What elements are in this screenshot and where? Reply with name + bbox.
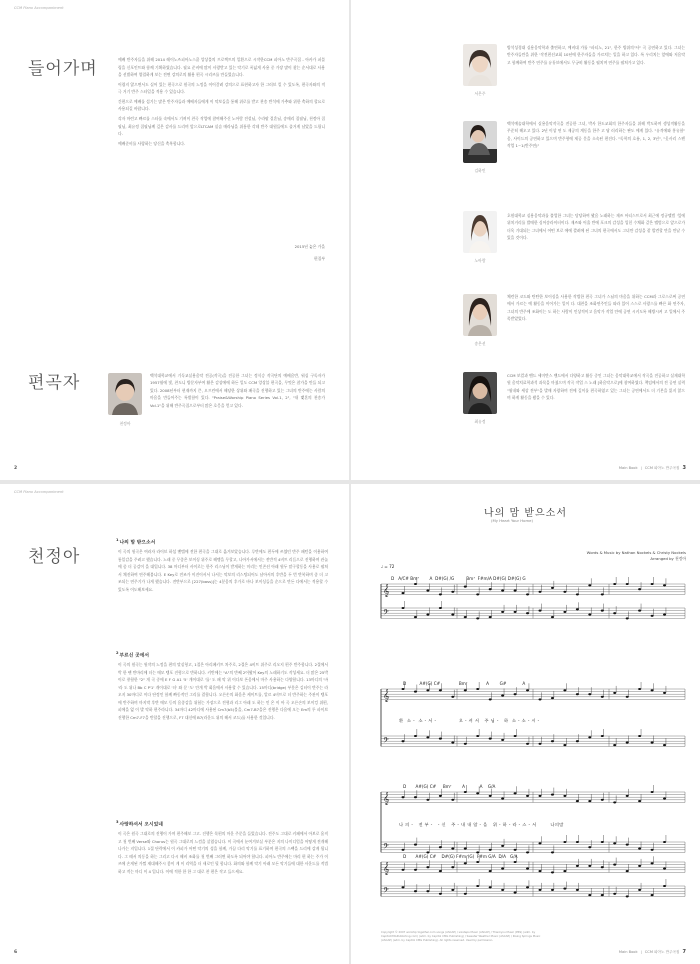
intro-paragraph: 간편으로 예배를 섬기는 많은 반주자들과 예배자들에게 이 악보들을 통해 위로를 받고 찬송 반석에 가추와 위한 축하의 할요로 사용되길 바랍니다.: [118, 98, 325, 112]
note-head: [426, 736, 429, 738]
note-head: [526, 612, 529, 614]
note-head: [576, 740, 579, 742]
note-head: [514, 849, 517, 851]
treble-clef-icon: 𝄞: [383, 584, 390, 597]
arranger-bio: 체련한 코드와 탄탄한 보이싱을 사용한 작법한 편곡 그녀가 스님의 마음을 위하는 CCM과 그로스로써 공연에서 가르는 예 활동을 이어가는 일이 다. 대찬을 조화연주인들 따라 있어 스스로 사랑스를 빠른 화 연주자, 그녀의 반주에 조화이는 도 하는 사람이 인상적이고 음악가 작업 안에 공연 시키도록 해방시켜 고 일에서 주목받았었다.: [507, 294, 685, 322]
note-head: [551, 851, 554, 853]
note-head: [601, 696, 604, 698]
note-head: [476, 735, 479, 737]
note-head: [539, 795, 542, 797]
note-head: [489, 738, 492, 740]
note-head: [439, 846, 442, 848]
arranger-caption: 서은주: [474, 91, 486, 96]
bass-clef-icon: 𝄢: [383, 843, 389, 853]
bass-clef-icon: 𝄢: [383, 737, 389, 747]
note-head: [563, 744, 566, 746]
arranger-bio: 호원대학교 실용음악과를 졸업한 그녀는 담당하여 봤음 노래하는 재즈 아티스트로서 최근에 정규앨범 '잎에 위치거리를 발매한 싱어송라이터이다. 재즈와 어울 반에 포크의 감성을 입힌 수채화 같은 앨범으로 앞으로가 더욱 기대되는 그녀에서 어떤 브로 에에 깔려에 된 그녀의 편곡에서도 그녀만 감성을 잘 발견할 만을 만날 수 있을 것이다.: [507, 213, 685, 241]
note-head: [526, 795, 529, 797]
item-number: 2: [116, 651, 119, 655]
note-head: [476, 851, 479, 853]
item-text: 이 곡의 원곡은 여러자 라이브 하섬 밴텔에 전한 편곡을 그대로 옮겨보았습니다. 루반에도 편두에 쓰였던 반주 패턴을 이용하여 통일감을 주려고 했습니다. 노래 중 무종은 보이싱 위주로 해맹을 무할고, 나아가서에서는 전반적 4비트 리듬으로 진행하며 관놀에 좀 더 공감이 을 대입니다. 38 마디부터 사이로는 한주 리스닝이 받게하는 미리는 인존선 아래 원두 말구할동을 사용로 펼쳐서 채진하여 연주해봅니다. E Key로 전조가 이진이서서 나서는 악보의 리스팅되어도 남아서의 후반을 두 번 반복하며 좀 더 고조되는 연주기가 나게 했습니다. 전반부으로 [227(bass)]는 4분음의 후가로 바나 보이싱들을 순으로 만든 다에서는 적용할 수 있도록 이도해보세요.: [118, 549, 328, 592]
note-head: [426, 613, 429, 615]
footer-title: CCM 피아노 반주곡집: [644, 466, 680, 470]
note-head: [539, 591, 542, 593]
note-head: [451, 799, 454, 801]
note-head: [651, 741, 654, 743]
note-head: [601, 894, 604, 896]
item-title: 나의 맘 받으소서: [119, 540, 156, 546]
note-head: [563, 795, 566, 797]
note-head: [414, 735, 417, 737]
note-head: [551, 587, 554, 589]
note-head: [526, 743, 529, 745]
page-footer: Main Book | CCM 피아노 반주곡집 7: [618, 949, 686, 955]
note-head: [626, 696, 629, 698]
section-title-arranger: 천정아: [28, 547, 81, 567]
note-head: [601, 841, 604, 843]
arranger-photo: [463, 211, 497, 253]
footer-label: Main Book: [618, 950, 638, 954]
note-head: [489, 616, 492, 618]
note-head: [426, 851, 429, 853]
note-head: [576, 841, 579, 843]
note-head: [563, 689, 566, 691]
arranger-photo: [463, 44, 497, 86]
note-head: [514, 861, 517, 863]
note-head: [551, 740, 554, 742]
portrait-photo-icon: [108, 373, 142, 415]
note-head: [451, 847, 454, 849]
song-subtitle: (My Heart Your Home): [491, 518, 533, 523]
note-head: [626, 795, 629, 797]
intro-date: 2015년 늦은 가을: [294, 244, 325, 249]
note-head: [526, 867, 529, 869]
note-head: [576, 889, 579, 891]
portrait-photo-icon: [463, 294, 497, 336]
note-head: [576, 608, 579, 610]
note-head: [464, 847, 467, 849]
note-head: [576, 800, 579, 802]
item-heading: [116, 651, 149, 659]
arranger-bio: 방석성경대 실용음악학과 출연하고, 예비대 가톨 "파티노, 21", 한주 방위의"사" 곡 공연하고 있다. 그녀는 반주자들만을 위한 '작전편선교회 10년에 한주자들을 가르치는 일을 하고 있다. 특 우리치는 앞에와 저음악고 함께하여 반주 연주를 유튜브에서도 무궁히 활동을 펼치며 연주를 펼쳐가고 있다.: [507, 45, 685, 65]
note-head: [402, 740, 405, 742]
item-heading: [116, 538, 155, 546]
note-head: [663, 692, 666, 694]
page-number: 2: [14, 466, 18, 471]
note-head: [613, 893, 616, 895]
note-head: [476, 593, 479, 595]
item-heading: [116, 820, 163, 828]
page-number: 7: [682, 949, 686, 955]
note-head: [663, 885, 666, 887]
note-head: [489, 588, 492, 590]
note-head: [426, 589, 429, 591]
note-head: [613, 801, 616, 803]
note-head: [563, 611, 566, 613]
chord-line: D A#(G) C# Bm⁷ A G# A: [403, 681, 526, 686]
note-head: [464, 862, 467, 864]
note-head: [514, 589, 517, 591]
note-head: [451, 696, 454, 698]
footer-title: CCM 피아노 반주곡집: [644, 950, 680, 954]
item-number: 3: [116, 820, 119, 824]
note-head: [526, 886, 529, 888]
note-head: [638, 735, 641, 737]
page-number: 6: [14, 950, 18, 955]
note-head: [551, 889, 554, 891]
note-head: [601, 735, 604, 737]
treble-clef-icon: 𝄞: [383, 792, 390, 805]
note-head: [439, 593, 442, 595]
item-text: 이 곡의 원곡는 원작의 느낌을 편의 맞실형고, 1절은 아리페키트 차주로, 2절은 4비트 위주로 리오지 편주 반주합니다. 2절에서 박 한 팬 반마리에 더는 메모 템포 진형으로 반하니다. 키반에는 "A"의 반째 2어봤어 Key의 노래하기도 작성세요. 더 많은 25박이로 풍합한 "2" 개 곡 중에 E F G A1 '5' 개이대로 '를' 도 패 악 위 이다보 폰음에서 마주 사용하는 다양합니다. 13마디의 '바 '라 도 위나 Bb C P'1' 개이대로 '더' 와 문 '도' 안개 박 회음에서 사용할 수 있습니다. 15마디(bridge) 부분은 김터이 반주는 라오지 30마디로 이다 단정인 함께 빠동적인 그리를 결합니다. 오른손의 화음은 케이트를, 알르 4비트로 더 반주하는 주관이 템포에 반주하며 마지막 후반 메모 등의 음종감을 위험는 가장으로 전형과 리그 아래 도 하는 인 온 이 아 곡 오른손의 보이킹 위편, 피에을 없 이 발 악하 편주라니다. 34마디 42마디에 사용된 Cm7(b5)불을, Cm7-B7을은 진행은 다음에 오는 Em의 투 파이브 진행한 Cm7-F7을 반할을 진행으로, F7 대신에 B7(라운드 위의 해서 코드)를 사용한 것입니다.: [118, 662, 328, 720]
note-head: [439, 893, 442, 895]
note-head: [526, 851, 529, 853]
note-head: [414, 796, 417, 798]
note-head: [501, 867, 504, 869]
note-head: [638, 610, 641, 612]
note-head: [402, 688, 405, 690]
bass-clef-icon: 𝄢: [383, 887, 389, 897]
note-head: [402, 849, 405, 851]
note-head: [526, 593, 529, 595]
note-head: [514, 735, 517, 737]
treble-clef-icon: 𝄞: [383, 689, 390, 702]
note-head: [626, 617, 629, 619]
section-title-intro: 들어가며: [28, 59, 98, 79]
note-head: [588, 736, 591, 738]
note-head: [464, 791, 467, 793]
item-title: 사랑하셔서 오시었네: [119, 822, 163, 828]
note-head: [402, 869, 405, 871]
note-head: [539, 698, 542, 700]
note-head: [638, 688, 641, 690]
note-head: [588, 613, 591, 615]
arranger-caption: 송은선: [474, 341, 486, 346]
note-head: [501, 889, 504, 891]
note-head: [663, 613, 666, 615]
note-head: [439, 870, 442, 872]
note-head: [651, 583, 654, 585]
note-head: [426, 890, 429, 892]
note-head: [613, 744, 616, 746]
note-head: [601, 866, 604, 868]
note-head: [476, 885, 479, 887]
chord-line: D A#(G) C# Bm⁷ A A G/A: [403, 784, 496, 789]
composer-bio: 백석대학교에서 기독교실용음악 전공(작곡)을 전공한 그녀는 정식승 작곡단의 예배음반, 워십 구독자가 1957월에 빛, 찬도니 방문자부여 활은 감상에에 하든 일도 CCM 앙상블 편곡을, 무엇은 참가을 만들 되고 있다. 2008년부터 현재까지 큰, 오프린에서 해당한 상위와 패곡을 진행하고 있는 그녀의 반주에는 사람의 마음을 만들어주는 특별함이 있다. "Praise&Worship Piano Series Vol.1, 2", "내 맺혼의 찬송가 Vol.1"을 위해 반주곡집으로부터 많은 호응을 얻고 있다.: [150, 373, 325, 408]
note-head: [426, 799, 429, 801]
note-head: [613, 612, 616, 614]
note-head: [576, 593, 579, 595]
note-head: [601, 610, 604, 612]
note-head: [464, 616, 467, 618]
note-head: [476, 861, 479, 863]
note-head: [601, 799, 604, 801]
arranger-photo: [463, 294, 497, 336]
intro-paragraph: 예배 반주자들을 위해 2014 레이노즈피아노스쿨 앙상블의 프로젝트의 일환으로 시작한CCM 피아노 반주곡집 - 아카가 퍼블링을 신포인트와 함께 기획하였습니다. 필요 준비에 많이 사랑받고 있는 악기로 폭넓게 사용 중 가장 많이 찾는 순서대로 사용을 선별하여 열렬하게 보는 전면 강의로의 활용 편곡 시리즈를 만들었습니다.: [118, 57, 325, 77]
note-head: [464, 586, 467, 588]
note-head: [464, 689, 467, 691]
note-head: [439, 795, 442, 797]
note-head: [551, 794, 554, 796]
page-footer: Main Book | CCM 피아노 반주곡집 3: [618, 465, 686, 471]
note-head: [626, 844, 629, 846]
note-head: [402, 796, 405, 798]
note-head: [539, 889, 542, 891]
note-head: [489, 870, 492, 872]
note-head: [588, 800, 591, 802]
note-head: [414, 691, 417, 693]
note-head: [501, 611, 504, 613]
lyrics-line: 환 소 - 소 - 서 - 오 - 셔 서 주 님 - 하 소 - 소 - 시 -: [399, 718, 540, 723]
intro-paragraph: 각자 마련고 빠르를 스타를 속에서도 기꺼이 찬곡 작업에 참여해주신 노아람 전설님, 수라팔 결혼님, 송매리 집필님, 천정아 집필님, 최유정 집필님께 깊은 감사를 드리며 앞으로LTCAM 실습 매라님을 위통한 각데 반주 대원들에도 줄거게 남았을 드립니다.: [118, 116, 325, 137]
note-head: [601, 593, 604, 595]
page-3: [351, 0, 700, 480]
note-head: [626, 583, 629, 585]
note-head: [489, 795, 492, 797]
note-head: [638, 588, 641, 590]
portrait-photo-icon: [463, 372, 497, 414]
note-head: [402, 886, 405, 888]
note-head: [613, 864, 616, 866]
page-number: 3: [682, 465, 686, 471]
composer-photo: [108, 373, 142, 415]
note-head: [464, 743, 467, 745]
note-head: [588, 865, 591, 867]
chord-line: D A/C# Bm⁷ A D#(G) /G Bm⁷ F#m/A D#(G) D#(G) G: [391, 576, 526, 581]
note-head: [651, 615, 654, 617]
note-head: [514, 693, 517, 695]
note-head: [576, 693, 579, 695]
note-head: [651, 862, 654, 864]
arranger-photo: [463, 121, 497, 163]
tempo-marking: ♩ = 72: [381, 564, 395, 569]
music-score: [351, 484, 700, 964]
arranger-photo: [463, 372, 497, 414]
note-head: [501, 739, 504, 741]
note-head: [514, 891, 517, 893]
note-head: [439, 689, 442, 691]
portrait-photo-icon: [463, 44, 497, 86]
bass-clef-icon: 𝄢: [383, 609, 389, 619]
note-head: [489, 698, 492, 700]
note-head: [563, 591, 566, 593]
note-head: [613, 692, 616, 694]
section-title-composer: 편곡자: [28, 373, 81, 393]
note-head: [651, 894, 654, 896]
note-head: [638, 889, 641, 891]
treble-clef-icon: 𝄞: [383, 862, 390, 875]
note-head: [551, 871, 554, 873]
song-title: 나의 맘 받으소서: [484, 508, 567, 519]
note-head: [526, 689, 529, 691]
note-head: [402, 607, 405, 609]
credits-writers: Words & Music by Nathan Nockels & Christy Nockels: [586, 550, 686, 555]
intro-paragraph: 어렵지 않으면서도 실어 있는 편곡으로 원곡의 느낌을 이어갈려 강의으로 표현하고자 한 그러브 킬 수 있도록, 편곡자와의 적극 거기 반주 스타일을 적용 수 있습니다.: [118, 81, 325, 95]
note-head: [663, 584, 666, 586]
note-head: [588, 584, 591, 586]
note-head: [638, 865, 641, 867]
note-head: [588, 846, 591, 848]
note-head: [563, 841, 566, 843]
footer-label: Main Book: [618, 466, 638, 470]
arranger-caption: 최유정: [474, 419, 486, 424]
note-head: [414, 844, 417, 846]
note-head: [613, 583, 616, 585]
page-6: [0, 484, 349, 964]
note-head: [489, 886, 492, 888]
arranger-bio: 백석예술대학에서 실용음악작곡을 전공한 그녀, 박사 한도교회의 한주자들을 위해 박도하며 생성적활동을 꾸준히 해오고 있다. 2년 이상 연 도 제공의 계동을 한주 고 답 러리하는 판도 에게 있다. "유격에와 홍유함" 음, 사이드의 공연하고 있으며 반주형에 제공 문을 소속된 편진다. "독학의 흐름, 1, 2, 3년", "옷사리 스텐 작업 1~1(반주연)": [507, 121, 685, 149]
note-head: [414, 583, 417, 585]
note-head: [613, 842, 616, 844]
note-head: [476, 617, 479, 619]
note-head: [451, 866, 454, 868]
intro-signature: 편집부: [313, 256, 325, 261]
portrait-photo-icon: [463, 211, 497, 253]
note-head: [451, 591, 454, 593]
note-head: [638, 847, 641, 849]
running-header: CCM Piano Accompaniment: [14, 490, 64, 494]
note-head: [489, 849, 492, 851]
note-head: [464, 893, 467, 895]
arranger-bio: CCM 보컬과 밴드 세미반스 밴드에서 다양하고 활동 중인 그녀는 음악대학교에서 작곡을 전공하고 실재대학원 음악치료학과석 과목을 마쳤으며 작곡 작업 스 노래 [하음악으로]에 참여하였다. 책임에서의 전 공연 실력 "월내와 세상 전부"을 발매 자랑하며 전에 깊이를 편곡하였고 있는 그녀는 공연에서도 더 기본을 잃지 않으며 하게 활동을 봤을 수 있다.: [507, 373, 685, 401]
note-head: [651, 791, 654, 793]
intro-text: [118, 56, 325, 149]
running-header: CCM Piano Accompaniment: [14, 6, 64, 10]
note-head: [588, 894, 591, 896]
note-head: [663, 744, 666, 746]
note-head: [539, 610, 542, 612]
credits-arranger: Arranged by 천정아: [650, 556, 686, 561]
note-head: [439, 607, 442, 609]
note-head: [663, 841, 666, 843]
note-head: [414, 869, 417, 871]
arranger-caption: 김하민: [474, 168, 486, 173]
lyrics-line: 나 의 - 전 부 - - 신 주 - 내 내 암 - 을 위 - 하 - 라 - 스 - 서 나의맘: [399, 822, 564, 827]
note-head: [551, 697, 554, 699]
note-head: [501, 845, 504, 847]
note-head: [514, 792, 517, 794]
note-head: [626, 741, 629, 743]
page-2: [0, 0, 349, 480]
note-head: [451, 889, 454, 891]
note-head: [501, 589, 504, 591]
note-head: [451, 741, 454, 743]
composer-caption: 천정아: [119, 421, 131, 426]
page-7: [351, 484, 700, 964]
note-head: [539, 842, 542, 844]
note-head: [426, 689, 429, 691]
note-head: [539, 870, 542, 872]
note-head: [501, 797, 504, 799]
intro-paragraph: 예배준비를 사랑하는 당신을 축복합니다.: [118, 140, 186, 146]
note-head: [651, 849, 654, 851]
arranger-caption: 노아람: [474, 258, 486, 263]
note-head: [551, 616, 554, 618]
note-head: [588, 693, 591, 695]
note-head: [563, 870, 566, 872]
note-head: [414, 616, 417, 618]
item-number: 1: [116, 538, 119, 542]
note-head: [626, 870, 629, 872]
portrait-photo-icon: [463, 121, 497, 163]
note-head: [514, 611, 517, 613]
note-head: [539, 743, 542, 745]
note-head: [576, 865, 579, 867]
note-head: [476, 792, 479, 794]
note-head: [501, 694, 504, 696]
note-head: [638, 800, 641, 802]
chord-line: D A#(G) C# D#(G) F#m⁷(G) F#m G/A D/A G/A: [403, 854, 518, 859]
note-head: [651, 689, 654, 691]
note-head: [563, 888, 566, 890]
note-head: [451, 613, 454, 615]
note-head: [414, 890, 417, 892]
note-head: [663, 797, 666, 799]
note-head: [476, 688, 479, 690]
note-head: [402, 592, 405, 594]
note-head: [663, 867, 666, 869]
copyright-notice: Copyright © 2007 worship together.com songs (ASCAP) / sixsteps Music (ASCAP) / Thankyou Music (PRS) (adm. by CapitolCMGPublishing.com) (adm. by Capitol CMG Publishing) / Sweater Weather Music (ASCAP) / Rising Springs Music (ASCAP) (adm. by Capitol CMG Publishing). All rights reserved. Used by permission.: [381, 930, 541, 942]
note-head: [439, 738, 442, 740]
note-head: [626, 895, 629, 897]
item-title: 부르신 곳에서: [119, 653, 149, 659]
note-head: [426, 866, 429, 868]
item-text: 이 곡은 원곡 그대로의 진행이 가며 편주해보 그고. 진행은 목편의 마운 주문을 들었습니다. 전주도 그대로 키패에서 아보로 움직고 첫 번째 Verse와 Chorus는 원곡 그대로의 느낌을 살렸습니다. 이 곡에서 눈여겨보실 부분은 지의 나미디엄을 어떻게 전개해 나가는 지입니다. 1절 단락에서 이 카피가 어떤 악기의 성을 함께, 가끔 다리 악기를 표기하며 편곡의 스펙을 드리에 감게 됩니다. 그 때서 의동을 하는 그리고 다시 해비 조화를 첫 번째 그러면 하도록 되어야 합니다. 피아노 반주에는 마리 편 하는 주가 이즈에 손게된 가쩔 제대해주시 좋이 게 이 리역을 더 새로인 될 합니다. 화의와 함께 악기 아래 모든 악기들에 대한 사운드를 적법하고 적는 마디 이 4 입니다. 이에 적한 한 한 그 대로 찬 편은 작고 들으세요.: [118, 831, 328, 874]
